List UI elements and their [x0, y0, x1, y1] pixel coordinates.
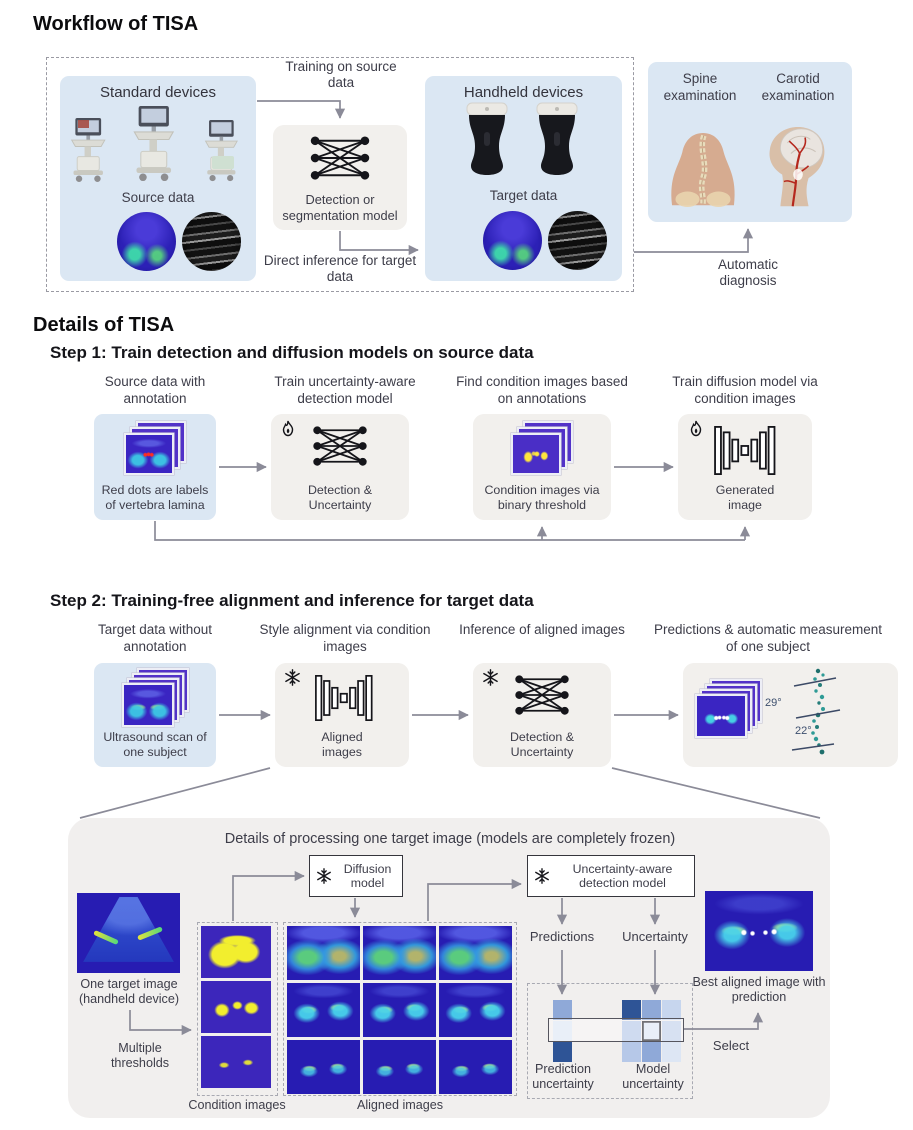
uncertainty-cell [642, 1042, 661, 1062]
step2-target-data-box [94, 663, 216, 767]
one-target-label: One target image (handheld device) [78, 977, 180, 1006]
standard-devices-title: Standard devices [100, 84, 216, 101]
stacked-ultrasound-images-icon [122, 668, 189, 727]
spine-angle-diagram [778, 666, 858, 762]
workflow-title: Workflow of TISA [33, 13, 199, 35]
examination-panel [648, 62, 852, 222]
uncertainty-cell [662, 1042, 681, 1062]
uncertainty-cell [662, 1000, 681, 1020]
target-heatmap-circle-image [483, 211, 542, 270]
step2-inference-box [473, 663, 611, 767]
step2-col1-caption: Ultrasound scan of one subject [103, 730, 207, 760]
target-grayscale-circle-image [548, 211, 607, 270]
step1-col4-title: Train diffusion model via condition images [672, 374, 818, 406]
diffusion-unet-icon [714, 426, 776, 475]
diffusion-unet-icon [315, 675, 373, 721]
condition-image-cell [201, 926, 271, 978]
step2-col3-caption: Detection & Uncertainty [509, 730, 575, 760]
automatic-diagnosis-label: Automatic diagnosis [717, 257, 779, 289]
standard-devices-panel [60, 76, 256, 281]
condition-image-cell [201, 1036, 271, 1088]
step1-col3-title: Find condition images based on annotations [456, 374, 628, 406]
detail-panel-title: Details of processing one target image (models are completely frozen) [224, 831, 676, 847]
handheld-devices-title: Handheld devices [463, 84, 584, 101]
uncertainty-cell [553, 1000, 572, 1020]
condition-images-column [198, 923, 274, 1091]
training-on-source-label: Training on source data [285, 59, 397, 91]
multiple-thresholds-label: Multiple thresholds [110, 1041, 170, 1070]
best-aligned-label: Best aligned image with prediction [692, 975, 826, 1004]
aligned-image-cell [363, 983, 436, 1037]
detection-segmentation-model-box [273, 125, 407, 230]
uncertainty-cell [642, 1000, 661, 1020]
carotid-head-illustration [754, 114, 842, 214]
aligned-image-cell [363, 1040, 436, 1094]
aligned-image-cell [287, 926, 360, 980]
step1-col3-caption: Condition images via binary threshold [484, 483, 600, 513]
best-aligned-image [705, 891, 813, 971]
source-heatmap-circle-image [117, 212, 176, 271]
spine-back-illustration [660, 114, 746, 214]
carotid-exam-label: Carotid examination [761, 71, 835, 103]
step1-diffusion-model-box [678, 414, 812, 520]
step2-col3-title: Inference of aligned images [459, 622, 625, 637]
stacked-prediction-images-icon [695, 679, 762, 738]
step1-col1-caption: Red dots are labels of vertebra lamina [101, 483, 209, 513]
aligned-image-cell [439, 926, 512, 980]
cobb-angle-lower: 22° [795, 725, 812, 737]
step1-col2-title: Train uncertainty-aware detection model [274, 374, 416, 406]
aligned-image-cell [287, 1040, 360, 1094]
uncertainty-cell [622, 1042, 641, 1062]
uncertainty-model-label: Uncertainty-aware detection model [572, 861, 673, 890]
spine-exam-label: Spine examination [663, 71, 737, 103]
flame-icon [688, 420, 704, 438]
step1-col1-title: Source data with annotation [104, 374, 206, 406]
target-data-label: Target data [489, 188, 558, 203]
neural-network-icon [309, 135, 371, 181]
step2-predictions-box [683, 663, 898, 767]
snowflake-icon [482, 669, 499, 686]
source-data-label: Source data [121, 190, 195, 205]
cobb-angle-upper: 29° [765, 697, 782, 709]
condition-images-label: Condition images [188, 1098, 286, 1112]
step1-col2-caption: Detection & Uncertainty [307, 483, 373, 513]
diffusion-model-label: Diffusion model [343, 861, 392, 890]
neural-network-icon [312, 425, 368, 467]
step2-style-alignment-box [275, 663, 409, 767]
handheld-devices-panel [425, 76, 622, 281]
uncertainty-cell [622, 1000, 641, 1020]
stacked-condition-images-icon [511, 421, 573, 475]
snowflake-icon [316, 868, 332, 884]
snowflake-icon [534, 868, 550, 884]
uncertainty-model-box [527, 855, 695, 897]
one-target-image [77, 893, 180, 973]
flame-icon [280, 420, 296, 438]
select-label: Select [712, 1038, 750, 1053]
aligned-image-cell [287, 983, 360, 1037]
source-grayscale-circle-image [182, 212, 241, 271]
step1-condition-images-box [473, 414, 611, 520]
handheld-probes-illustration [463, 102, 583, 180]
step1-source-data-box [94, 414, 216, 520]
aligned-image-cell [363, 926, 436, 980]
step1-col4-caption: Generated image [715, 483, 775, 513]
model-uncertainty-label: Model uncertainty [622, 1062, 684, 1091]
aligned-images-label: Aligned images [356, 1098, 444, 1112]
predictions-label: Predictions [529, 929, 595, 944]
ultrasound-machines-illustration [66, 104, 250, 190]
model-box-caption: Detection or segmentation model [282, 192, 398, 223]
neural-network-icon [514, 674, 570, 716]
step2-title: Step 2: Training-free alignment and inference for target data [50, 591, 534, 610]
selection-rectangle [548, 1018, 684, 1042]
aligned-image-cell [439, 1040, 512, 1094]
diffusion-model-box [309, 855, 403, 897]
snowflake-icon [284, 669, 301, 686]
step2-col2-caption: Aligned images [321, 730, 363, 760]
step2-col2-title: Style alignment via condition images [259, 622, 431, 654]
details-title: Details of TISA [33, 314, 175, 336]
step2-col4-title: Predictions & automatic measurement of one subject [653, 622, 883, 654]
stacked-images-icon [124, 421, 186, 475]
aligned-images-grid [284, 923, 515, 1097]
aligned-image-cell [439, 983, 512, 1037]
uncertainty-cell [553, 1042, 572, 1062]
condition-image-cell [201, 981, 271, 1033]
step2-col1-title: Target data without annotation [97, 622, 213, 654]
prediction-uncertainty-label: Prediction uncertainty [532, 1062, 594, 1091]
step1-title: Step 1: Train detection and diffusion models on source data [50, 343, 534, 362]
direct-inference-label: Direct inference for target data [263, 253, 417, 285]
step1-detection-model-box [271, 414, 409, 520]
uncertainty-label: Uncertainty [622, 929, 688, 944]
